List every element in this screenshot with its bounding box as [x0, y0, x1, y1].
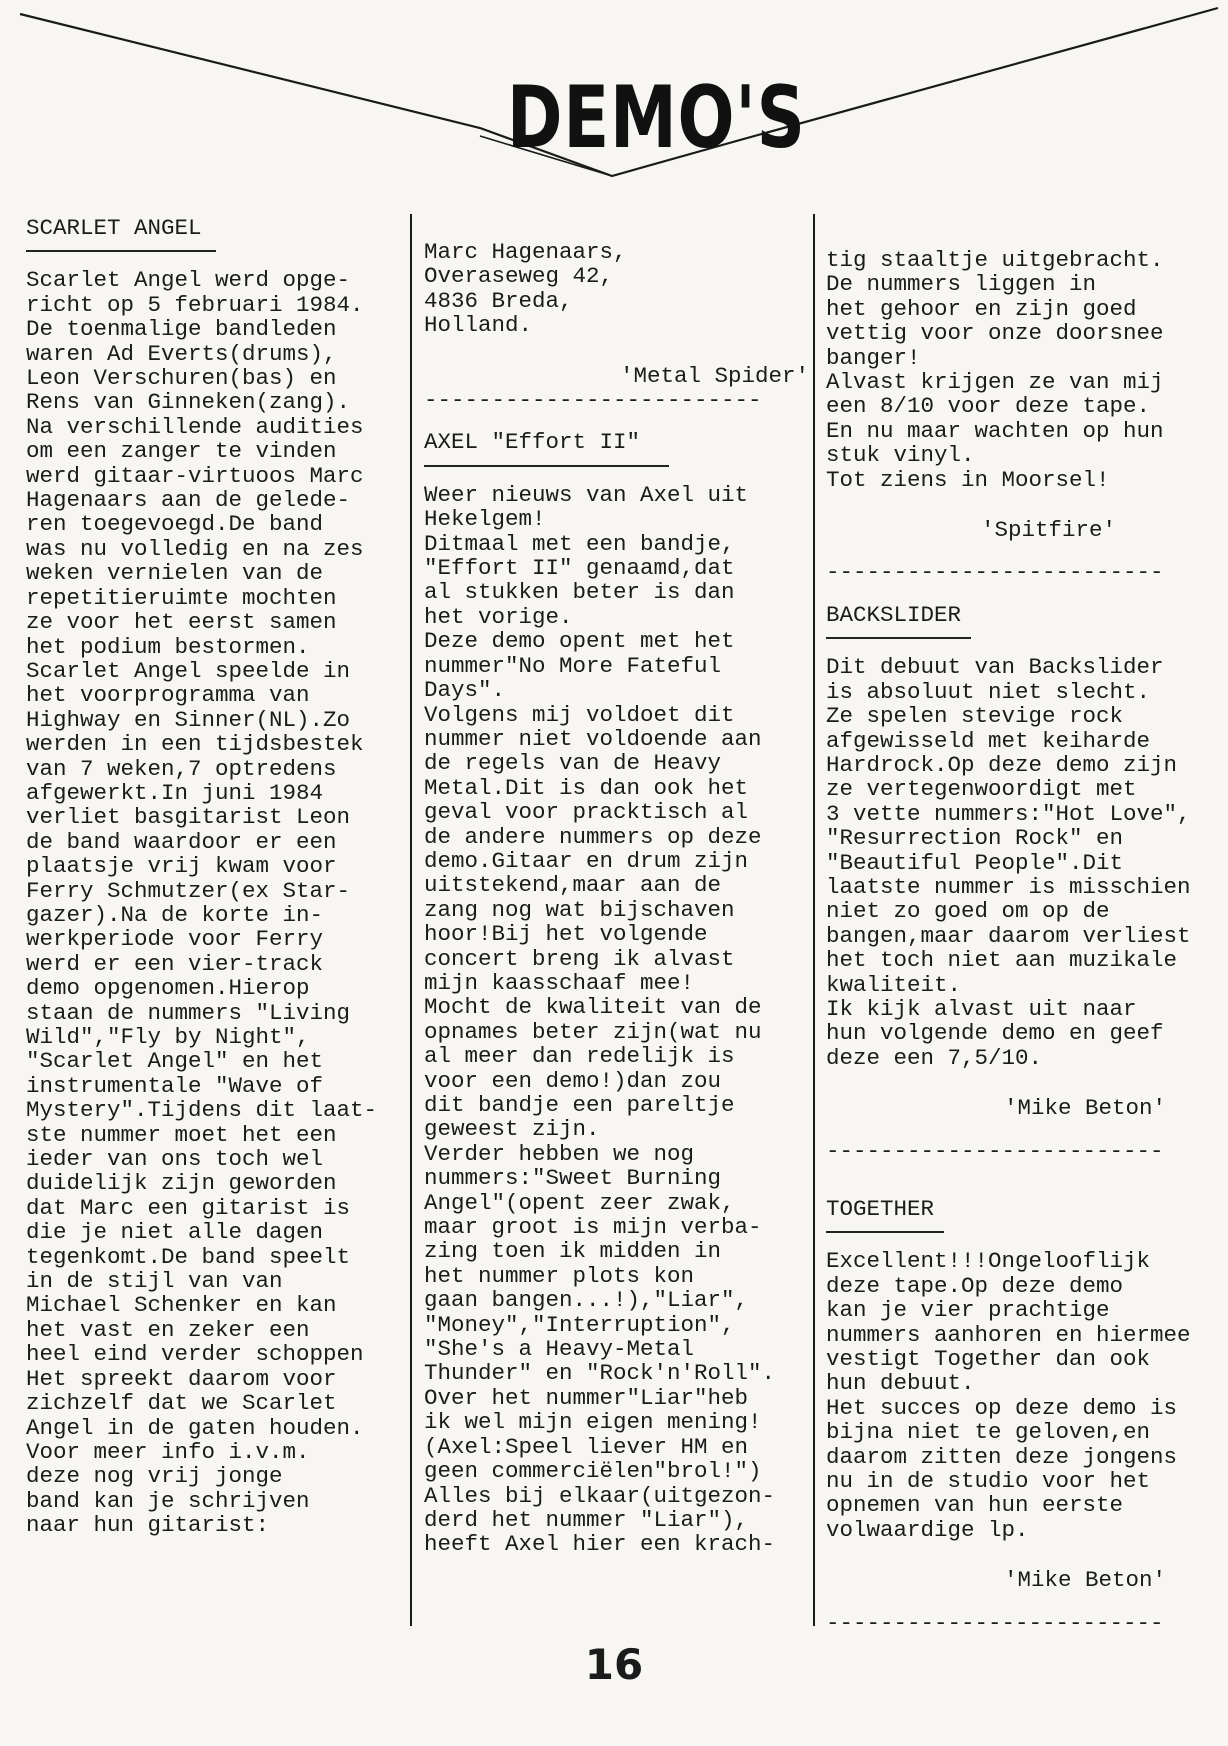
- text-line: Verder hebben we nog: [424, 1140, 695, 1167]
- text-line: (Axel:Speel liever HM en: [424, 1433, 749, 1460]
- text-line: nummers:"Sweet Burning: [424, 1165, 722, 1192]
- text-line: verliet basgitarist Leon: [26, 804, 351, 831]
- text-line: om een zanger te vinden: [26, 438, 337, 465]
- text-line: uitstekend,maar aan de: [424, 872, 722, 899]
- article-body-together: [826, 1249, 1226, 1542]
- article-body: [26, 268, 406, 1537]
- text-line: Hekelgem!: [424, 506, 546, 533]
- text-line: Dit debuut van Backslider: [826, 654, 1164, 681]
- page-title: DEMO'S: [506, 68, 806, 168]
- text-line: Mystery".Tijdens dit laat-: [26, 1097, 378, 1124]
- text-line: vestigt Together dan ook: [826, 1346, 1151, 1373]
- text-line: "Resurrection Rock" en: [826, 825, 1124, 852]
- text-line: Scarlet Angel speelde in: [26, 657, 351, 684]
- text-line: "Effort II" genaamd,dat: [424, 555, 735, 582]
- text-line: Ditmaal met een bandje,: [424, 530, 735, 557]
- text-line: Holland.: [424, 312, 533, 339]
- text-line: Days".: [424, 677, 506, 704]
- text-line: Na verschillende audities: [26, 413, 364, 440]
- text-line: Ferry Schmutzer(ex Star-: [26, 877, 351, 904]
- column-divider-right: [813, 214, 815, 1626]
- text-line: "Money","Interruption",: [424, 1311, 735, 1338]
- text-line: banger!: [826, 344, 921, 371]
- text-line: bangen,maar daarom verliest: [826, 922, 1191, 949]
- text-line: afgewerkt.In juni 1984: [26, 779, 324, 806]
- article-scarlet-angel: [26, 216, 406, 1538]
- text-line: waren Ad Everts(drums),: [26, 340, 337, 367]
- heading-underline: [26, 250, 216, 252]
- heading-together: TOGETHER: [826, 1196, 935, 1222]
- article-body: [424, 483, 809, 1557]
- text-line: was nu volledig en na zes: [26, 535, 364, 562]
- text-line: mijn kaasschaaf mee!: [424, 969, 695, 996]
- text-line: Excellent!!!Ongelooflijk: [826, 1248, 1151, 1275]
- text-line: derd het nummer "Liar"),: [424, 1506, 749, 1533]
- text-line: Ze spelen stevige rock: [826, 703, 1124, 730]
- text-line: het toch niet aan muzikale: [826, 947, 1178, 974]
- text-line: opnames beter zijn(wat nu: [424, 1018, 762, 1045]
- text-line: Ik kijk alvast uit naar: [826, 995, 1137, 1022]
- text-line: van 7 weken,7 optredens: [26, 755, 337, 782]
- text-line: concert breng ik alvast: [424, 945, 735, 972]
- text-line: ste nummer moet het een: [26, 1121, 337, 1148]
- text-line: hun volgende demo en geef: [826, 1020, 1164, 1047]
- text-line: het voorprogramma van: [26, 682, 310, 709]
- text-line: Alvast krijgen ze van mij: [826, 369, 1164, 396]
- text-line: weken vernielen van de: [26, 560, 324, 587]
- heading-underline: [826, 637, 971, 639]
- text-line: al meer dan redelijk is: [424, 1043, 735, 1070]
- text-line: de andere nummers op deze: [424, 823, 762, 850]
- text-line: zing toen ik midden in: [424, 1238, 722, 1265]
- text-line: heeft Axel hier een krach-: [424, 1531, 776, 1558]
- dashed-separator: -------------------------: [826, 560, 1164, 585]
- text-line: De toenmalige bandleden: [26, 316, 337, 343]
- text-line: demo opgenomen.Hierop: [26, 975, 310, 1002]
- text-line: Voor meer info i.v.m.: [26, 1438, 310, 1465]
- dashed-separator: -------------------------: [424, 388, 762, 413]
- text-line: daarom zitten deze jongens: [826, 1443, 1178, 1470]
- text-line: Wild","Fly by Night",: [26, 1024, 310, 1050]
- signature-mike-beton: 'Mike Beton': [1003, 1095, 1166, 1122]
- signature-metal-spider: 'Metal Spider': [619, 362, 809, 389]
- text-line: het gehoor en zijn goed: [826, 295, 1137, 322]
- text-line: werd gitaar-virtuoos Marc: [26, 462, 364, 489]
- text-line: voor een demo!)dan zou: [424, 1067, 722, 1094]
- text-line: gazer).Na de korte in-: [26, 901, 324, 928]
- text-line: nummer"No More Fateful: [424, 652, 722, 679]
- text-line: ze voor het eerst samen: [26, 609, 337, 636]
- text-line: band kan je schrijven: [26, 1487, 310, 1514]
- text-line: een 8/10 voor deze tape.: [826, 393, 1151, 420]
- text-line: bijna niet te geloven,en: [826, 1419, 1151, 1446]
- text-line: Over het nummer"Liar"heb: [424, 1384, 749, 1411]
- text-line: tegenkomt.De band speelt: [26, 1243, 351, 1270]
- text-line: vettig voor onze doorsnee: [826, 320, 1164, 347]
- text-line: afgewisseld met keiharde: [826, 727, 1151, 754]
- article-column-three: [826, 248, 1226, 1635]
- dashed-separator: -------------------------: [826, 1610, 1164, 1636]
- text-line: kwaliteit.: [826, 971, 962, 998]
- text-line: "Scarlet Angel" en het: [26, 1048, 324, 1075]
- text-line: 4836 Breda,: [424, 287, 573, 314]
- text-line: die je niet alle dagen: [26, 1219, 324, 1246]
- text-line: nummer niet voldoende aan: [424, 725, 762, 752]
- text-line: richt op 5 februari 1984.: [26, 291, 364, 318]
- text-line: het vast en zeker een: [26, 1316, 310, 1343]
- text-line: "She's a Heavy-Metal: [424, 1336, 695, 1363]
- text-line: ik wel mijn eigen mening!: [424, 1409, 762, 1436]
- text-line: Weer nieuws van Axel uit: [424, 481, 749, 508]
- text-line: dat Marc een gitarist is: [26, 1194, 351, 1221]
- text-line: dit bandje een pareltje: [424, 1092, 735, 1118]
- text-line: Tot ziens in Moorsel!: [826, 466, 1110, 493]
- text-line: hun debuut.: [826, 1370, 975, 1397]
- text-line: gaan bangen...!),"Liar",: [424, 1287, 749, 1314]
- text-line: repetitieruimte mochten: [26, 584, 337, 611]
- text-line: Het succes op deze demo is: [826, 1394, 1178, 1421]
- text-line: Alles bij elkaar(uitgezon-: [424, 1482, 776, 1509]
- text-line: Leon Verschuren(bas) en: [26, 365, 337, 392]
- text-line: ren toegevoegd.De band: [26, 511, 324, 538]
- heading-axel: AXEL "Effort II": [424, 429, 641, 456]
- text-line: Scarlet Angel werd opge-: [26, 267, 351, 294]
- text-line: laatste nummer is misschien: [826, 873, 1191, 900]
- text-line: ze vertegenwoordigt met: [826, 776, 1137, 803]
- text-line: deze een 7,5/10.: [826, 1044, 1043, 1071]
- article-body-continued: [826, 248, 1226, 492]
- text-line: de regels van de Heavy: [424, 750, 722, 777]
- page-number: 16: [584, 1640, 644, 1689]
- text-line: En nu maar wachten op hun: [826, 417, 1164, 444]
- text-line: staan de nummers "Living: [26, 999, 351, 1026]
- text-line: Michael Schenker en kan: [26, 1292, 337, 1319]
- text-line: opnemen van hun eerste: [826, 1492, 1124, 1519]
- text-line: al stukken beter is dan: [424, 579, 735, 606]
- text-line: geen commerciëlen"brol!"): [424, 1458, 762, 1485]
- text-line: Angel in de gaten houden.: [26, 1414, 364, 1441]
- text-line: 3 vette nummers:"Hot Love",: [826, 800, 1191, 827]
- text-line: Het spreekt daarom voor: [26, 1365, 337, 1392]
- text-line: Mocht de kwaliteit van de: [424, 994, 762, 1021]
- text-line: deze tape.Op deze demo: [826, 1272, 1124, 1299]
- article-body-backslider: [826, 655, 1226, 1070]
- text-line: Highway en Sinner(NL).Zo: [26, 706, 351, 733]
- text-line: heel eind verder schoppen: [26, 1341, 364, 1368]
- text-line: stuk vinyl.: [826, 442, 975, 469]
- text-line: nu in de studio voor het: [826, 1468, 1151, 1495]
- dashed-separator: -------------------------: [826, 1138, 1164, 1163]
- text-line: De nummers liggen in: [826, 271, 1097, 298]
- heading-backslider: BACKSLIDER: [826, 601, 962, 628]
- text-line: maar groot is mijn verba-: [424, 1214, 762, 1241]
- text-line: "Beautiful People".Dit: [826, 849, 1124, 876]
- text-line: de band waardoor er een: [26, 828, 337, 855]
- text-line: werd er een vier-track: [26, 950, 324, 977]
- text-line: deze nog vrij jonge: [26, 1463, 283, 1490]
- text-line: Angel"(opent zeer zwak,: [424, 1189, 735, 1216]
- text-line: nummers aanhoren en hiermee: [826, 1321, 1191, 1348]
- text-line: volwaardige lp.: [826, 1516, 1029, 1543]
- article-axel: [424, 240, 809, 1557]
- column-divider-left: [410, 214, 412, 1626]
- text-line: kan je vier prachtige: [826, 1297, 1110, 1324]
- text-line: plaatsje vrij kwam voor: [26, 853, 337, 880]
- text-line: Hardrock.Op deze demo zijn: [826, 751, 1178, 778]
- heading-underline: [826, 1231, 944, 1233]
- heading-underline: [424, 465, 669, 467]
- text-line: Overaseweg 42,: [424, 263, 614, 290]
- text-line: werden in een tijdsbestek: [26, 731, 364, 758]
- text-line: Deze demo opent met het: [424, 628, 735, 655]
- text-line: Hagenaars aan de gelede-: [26, 487, 351, 514]
- text-line: instrumentale "Wave of: [26, 1072, 324, 1099]
- signature-spitfire: 'Spitfire': [980, 517, 1116, 544]
- address-block: [424, 240, 809, 338]
- text-line: in de stijl van van: [26, 1268, 283, 1295]
- text-line: Marc Hagenaars,: [424, 239, 627, 265]
- text-line: duidelijk zijn geworden: [26, 1170, 337, 1197]
- text-line: het vorige.: [424, 603, 573, 630]
- text-line: naar hun gitarist:: [26, 1512, 270, 1539]
- heading-scarlet-angel: SCARLET ANGEL: [26, 215, 202, 241]
- text-line: niet zo goed om op de: [826, 898, 1110, 925]
- text-line: zang nog wat bijschaven: [424, 896, 735, 923]
- text-line: Thunder" en "Rock'n'Roll".: [424, 1360, 776, 1387]
- signature-mike-beton: 'Mike Beton': [1003, 1567, 1166, 1594]
- text-line: Metal.Dit is dan ook het: [424, 774, 749, 801]
- text-line: geval voor pracktisch al: [424, 799, 749, 826]
- text-line: werkperiode voor Ferry: [26, 926, 324, 953]
- text-line: demo.Gitaar en drum zijn: [424, 847, 749, 874]
- text-line: het podium bestormen.: [26, 633, 310, 660]
- text-line: zichzelf dat we Scarlet: [26, 1390, 337, 1417]
- text-line: geweest zijn.: [424, 1116, 600, 1143]
- text-line: is absoluut niet slecht.: [826, 678, 1151, 705]
- text-line: Rens van Ginneken(zang).: [26, 389, 351, 416]
- text-line: Volgens mij voldoet dit: [424, 701, 735, 728]
- text-line: ieder van ons toch wel: [26, 1146, 324, 1173]
- text-line: tig staaltje uitgebracht.: [826, 247, 1164, 273]
- text-line: hoor!Bij het volgende: [424, 921, 708, 948]
- text-line: het nummer plots kon: [424, 1262, 695, 1289]
